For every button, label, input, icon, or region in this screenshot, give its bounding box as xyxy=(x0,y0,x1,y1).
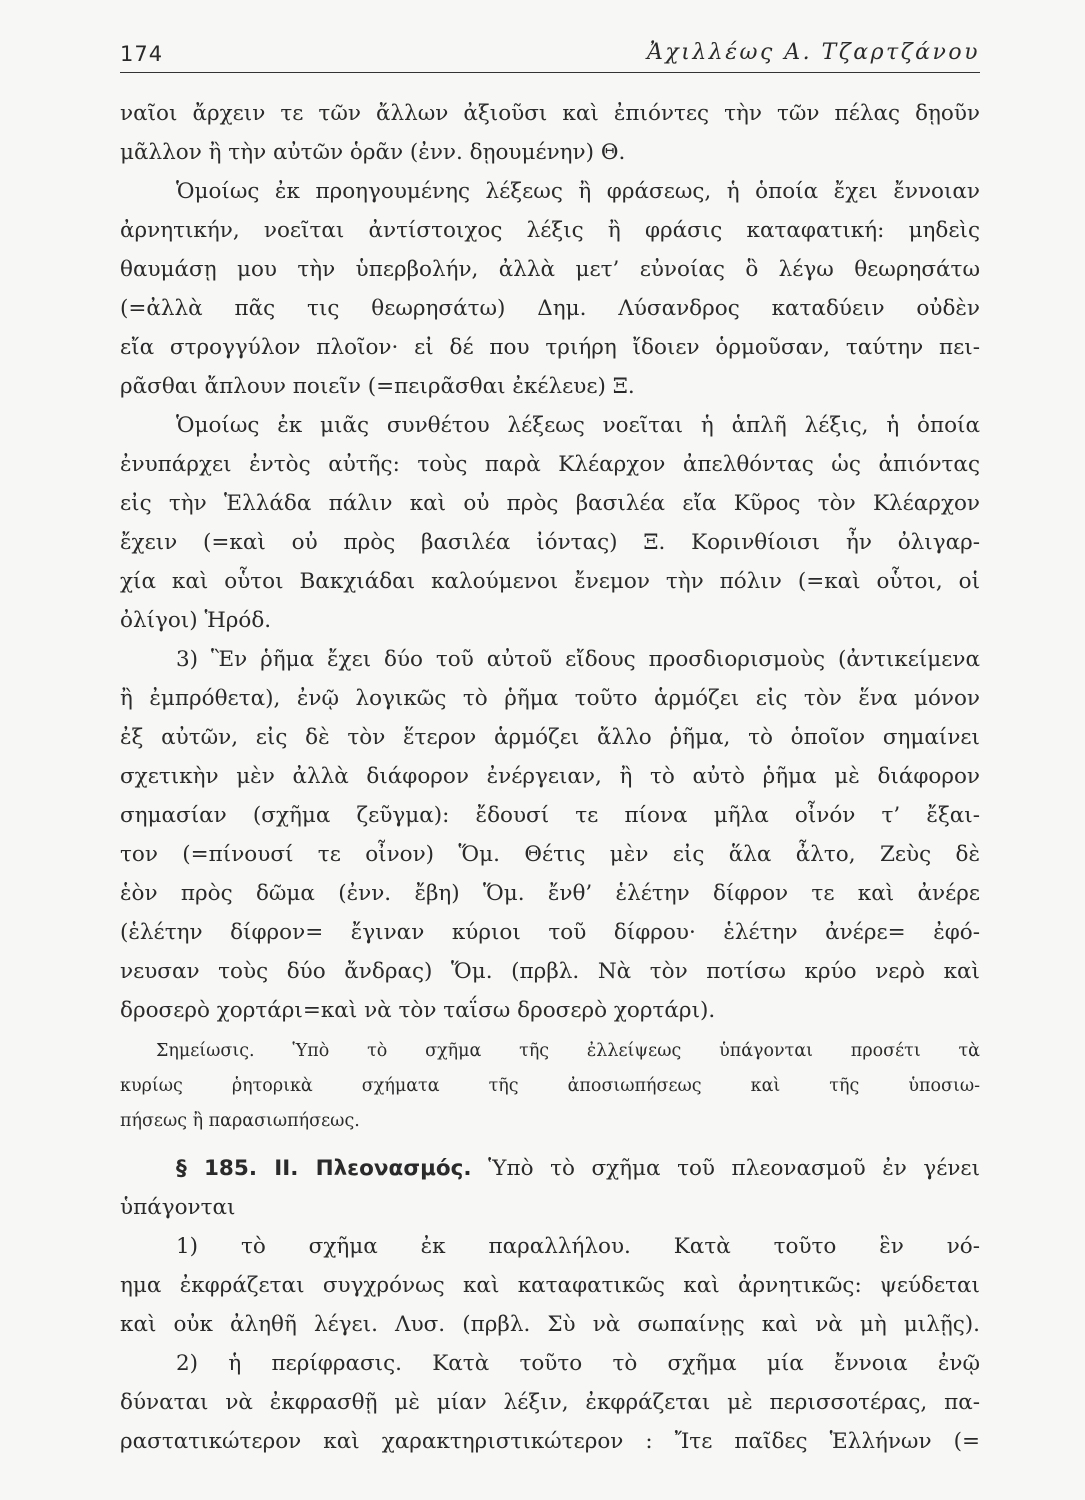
text-line: ραστατικώτερον καὶ χαρακτηριστικώτερον : Ἴτε παῖδες Ἑλλήνων (= xyxy=(120,1429,980,1454)
text-line: τον (=πίνουσί τε οἶνον) Ὅμ. Θέτις μὲν εἰς ἅλα ἆλτο, Ζεὺς δὲ xyxy=(120,842,980,867)
note-line: Σημείωσις. Ὑπὸ τὸ σχῆμα τῆς ἐλλείψεως ὑπάγονται προσέτι τὰ xyxy=(156,1041,980,1061)
text-line: ἐνυπάρχει ἐντὸς αὐτῆς: τοὺς παρὰ Κλέαρχον ἀπελθόντας ὡς ἀπιόντας xyxy=(120,452,980,477)
section-first-line: Ὑπὸ τὸ σχῆμα τοῦ πλεονασμοῦ ἐν γένει xyxy=(488,1156,980,1181)
section-heading-line xyxy=(120,1149,980,1188)
text-line: ἢ ἐμπρόθετα), ἐνῷ λογικῶς τὸ ῥῆμα τοῦτο ἁρμόζει εἰς τὸν ἕνα μόνον xyxy=(120,686,980,711)
page-number: 174 xyxy=(120,42,164,66)
text-line: 3) Ἓν ῥῆμα ἔχει δύο τοῦ αὐτοῦ εἴδους προσδιορισμοὺς (ἀντικείμενα xyxy=(176,647,980,672)
note-line: πήσεως ἢ παρασιωπήσεως. xyxy=(120,1111,360,1131)
text-line: Ὁμοίως ἐκ μιᾶς συνθέτου λέξεως νοεῖται ἡ ἁπλῆ λέξις, ἡ ὁποία xyxy=(176,413,980,438)
text-line: εἴα στρογγύλον πλοῖον· εἰ δέ που τριήρη ἴδοιεν ὁρμοῦσαν, ταύτην πει- xyxy=(120,335,980,360)
text-line: χία καὶ οὗτοι Βακχιάδαι καλούμενοι ἔνεμον τὴν πόλιν (=καὶ οὗτοι, οἱ xyxy=(120,569,980,594)
text-line: (ἑλέτην δίφρον= ἔγιναν κύριοι τοῦ δίφρου· ἑλέτην ἀνέρε= ἐφό- xyxy=(120,920,980,945)
text-line: νευσαν τοὺς δύο ἄνδρας) Ὅμ. (πρβλ. Νὰ τὸν ποτίσω κρύο νερὸ καὶ xyxy=(120,959,980,984)
text-line: σχετικὴν μὲν ἀλλὰ διάφορον ἐνέργειαν, ἢ τὸ αὐτὸ ῥῆμα μὲ διάφορον xyxy=(120,764,980,789)
page-header xyxy=(120,40,980,73)
text-line: 2) ἡ περίφρασις. Κατὰ τοῦτο τὸ σχῆμα μία ἔννοια ἐνῷ xyxy=(176,1351,980,1376)
text-line: εἰς τὴν Ἑλλάδα πάλιν καὶ οὐ πρὸς βασιλέα εἴα Κῦρος τὸν Κλέαρχον xyxy=(120,491,980,516)
text-line: ρᾶσθαι ἄπλουν ποιεῖν (=πειρᾶσθαι ἐκέλευε) Ξ. xyxy=(120,374,635,399)
text-line: ἔχειν (=καὶ οὐ πρὸς βασιλέα ἰόντας) Ξ. Κορινθίοισι ἦν ὀλιγαρ- xyxy=(120,530,980,555)
text-line: ἀρνητικήν, νοεῖται ἀντίστοιχος λέξις ἢ φράσις καταφατική: μηδεὶς xyxy=(120,218,980,243)
text-line: ὑπάγονται xyxy=(120,1195,236,1220)
text-line: ἑὸν πρὸς δῶμα (ἐνν. ἔβη) Ὅμ. ἔνθ’ ἑλέτην δίφρον τε καὶ ἀνέρε xyxy=(120,881,980,906)
note-line: κυρίως ῥητορικὰ σχήματα τῆς ἀποσιωπήσεως καὶ τῆς ὑποσιω- xyxy=(120,1076,980,1096)
text-line: ὀλίγοι) Ἡρόδ. xyxy=(120,608,272,633)
text-line: καὶ οὐκ ἀληθῆ λέγει. Λυσ. (πρβλ. Σὺ νὰ σωπαίνῃς καὶ νὰ μὴ μιλῇς). xyxy=(120,1312,980,1337)
text-line: Ὁμοίως ἐκ προηγουμένης λέξεως ἢ φράσεως, ἡ ὁποία ἔχει ἔννοιαν xyxy=(176,179,980,204)
text-line: σημασίαν (σχῆμα ζεῦγμα): ἔδουσί τε πίονα μῆλα οἶνόν τ’ ἔξαι- xyxy=(120,803,980,828)
running-head: Ἀχιλλέως Α. Τζαρτζάνου xyxy=(647,40,980,65)
text-line: 1) τὸ σχῆμα ἐκ παραλλήλου. Κατὰ τοῦτο ἓν νό- xyxy=(176,1234,980,1259)
text-line: δύναται νὰ ἐκφρασθῇ μὲ μίαν λέξιν, ἐκφράζεται μὲ περισσοτέρας, πα- xyxy=(120,1390,980,1415)
text-line: ημα ἐκφράζεται συγχρόνως καὶ καταφατικῶς καὶ ἀρνητικῶς: ψεύδεται xyxy=(120,1273,980,1298)
text-line: θαυμάσῃ μου τὴν ὑπερβολήν, ἀλλὰ μετ’ εὐνοίας ὃ λέγω θεωρησάτω xyxy=(120,257,980,282)
section-title: § 185. II. Πλεονασμός. xyxy=(176,1156,472,1181)
text-line: ναῖοι ἄρχειν τε τῶν ἄλλων ἀξιοῦσι καὶ ἐπιόντες τὴν τῶν πέλας δῃοῦν xyxy=(120,101,980,126)
text-line: μᾶλλον ἢ τὴν αὐτῶν ὁρᾶν (ἐνν. δῃουμένην) Θ. xyxy=(120,140,626,165)
text-line: δροσερὸ χορτάρι=καὶ νὰ τὸν ταΐσω δροσερὸ χορτάρι). xyxy=(120,998,716,1023)
text-line: ἐξ αὐτῶν, εἰς δὲ τὸν ἕτερον ἁρμόζει ἄλλο ῥῆμα, τὸ ὁποῖον σημαίνει xyxy=(120,725,980,750)
text-line: (=ἀλλὰ πᾶς τις θεωρησάτω) Δημ. Λύσανδρος καταδύειν οὐδὲν xyxy=(120,296,980,321)
body-text xyxy=(120,94,980,1461)
